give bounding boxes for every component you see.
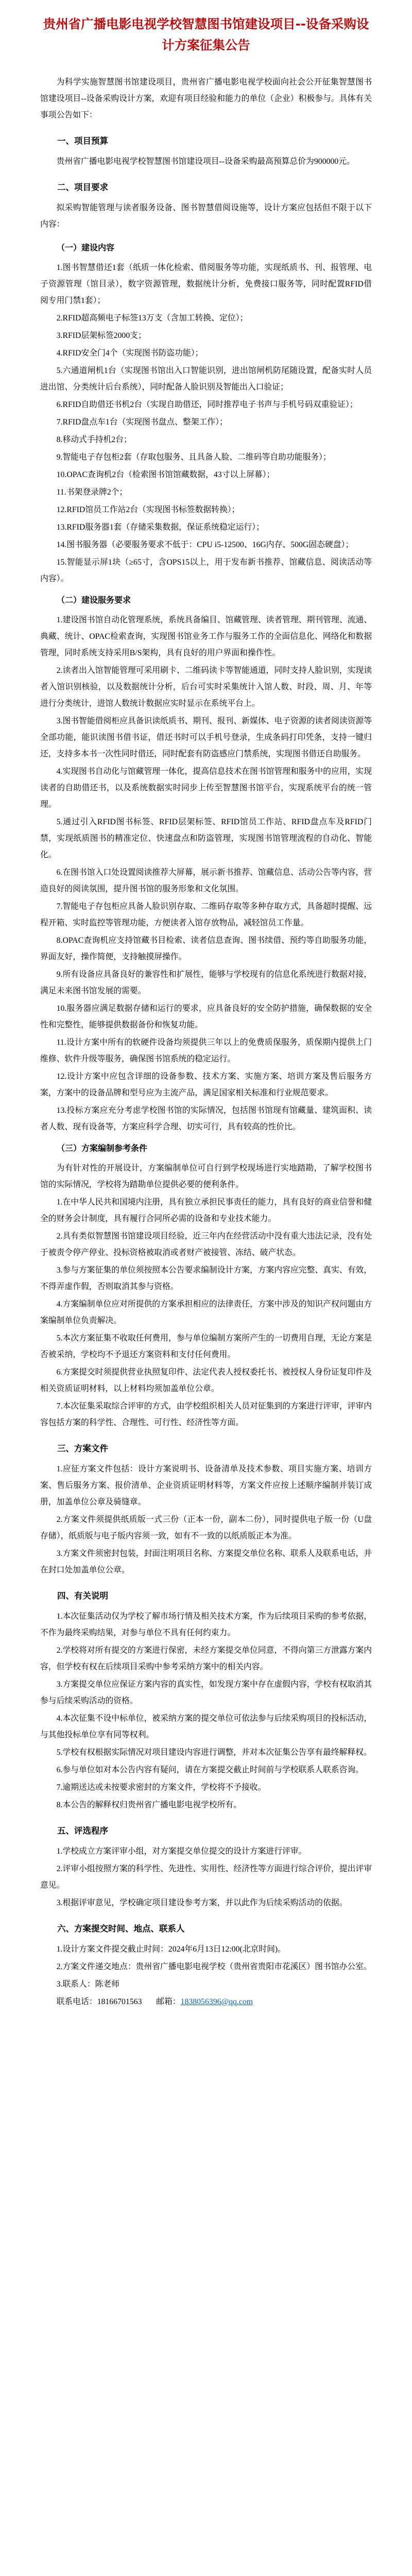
- equipment-item: 9.智能电子存包柜2套（存取包服务、且具备人脸、二维码等自助功能服务）；: [56, 453, 331, 462]
- service-requirement-item: 3.图书智能借阅柜应具备识读纸质书、期刊、报刊、新媒体、电子资源的读者阅读资源等全部功能，能识读图书借书证，借还书时可以手机号登录，生成条码打印凭条，支持一键归还，支持多本书一次性同时借还，同时配套有防盗感应门禁系统，实现图书借还自助服务。: [40, 717, 372, 758]
- equipment-item: 11.书架登录牌2个；: [56, 488, 128, 497]
- phone-number: 18166701563: [97, 1997, 142, 2006]
- submission-paragraph: 2.方案文件递交地点：贵州省广播电影电视学校（贵州省贵阳市花溪区）图书馆办公室。: [56, 1962, 372, 1971]
- service-requirement-item: 1.建设图书馆自动化管理系统，系统具备编目、馆藏管理、读者管理、期刊管理、流通、典藏、统计、OPAC检索查询，实现图书馆业务工作与服务工作的全面信息化、网络化和数据管理，同时系统支持采用B/S架构，具有良好的用户界面和操作性。: [40, 616, 372, 657]
- section-heading-notes: 四、有关说明: [57, 1591, 108, 1601]
- section-heading-submission: 六、方案提交时间、地点、联系人: [57, 1924, 185, 1934]
- equipment-item: 13.RFID服务器1套（存储采集数据，保证系统稳定运行）；: [56, 523, 264, 532]
- reference-condition-item: 2.具有类似智慧图书馆建设项目经验，近三年内在经营活动中没有重大违法记录，没有处于被责令停产停业、投标资格被取消或者财产被接管、冻结、破产状态。: [40, 1232, 372, 1257]
- notes-section: [40, 1608, 372, 1814]
- reference-condition-item: 7.本次征集采取综合评审的方式，由学校组织相关人员对征集到的方案进行评审，评审内容包括方案的科学性、合理性、可行性、经济性等方面。: [40, 1402, 372, 1427]
- reference-condition-item: 1.在中华人民共和国境内注册，具有独立承担民事责任的能力，具有良好的商业信誉和健全的财务会计制度，具有履行合同所必需的设备和专业技术能力。: [40, 1198, 372, 1223]
- documents-paragraph: 3.方案文件须密封包装，封面注明项目名称、方案提交单位名称、联系人及联系电话，并在封口处加盖单位公章。: [40, 1549, 372, 1574]
- subsection-heading-reference: （三）方案编制参考条件: [57, 1144, 148, 1153]
- submission-section: [40, 1941, 372, 1993]
- equipment-item: 3.RFID层架标签2000支；: [56, 331, 146, 340]
- equipment-item: 2.RFID超高频电子标签13万支（含加工转换、定位）；: [56, 314, 248, 323]
- subsection-heading-scope: （一）建设内容: [57, 244, 115, 252]
- equipment-item: 1.图书智慧借还1套（纸质一体化检索、借阅服务等功能，实现纸质书、刊、报管理、电子资源管理（馆目录），数字资源管理，数据统计分析，免费接口服务等，同时配置RFID借阅专用门禁1套）；: [40, 263, 372, 305]
- reference-conditions-list: [40, 1160, 372, 1431]
- notes-paragraph: 3.方案提交单位应保证方案内容的真实性，如发现方案中存在虚假内容，学校有权取消其参与后续采购活动的资格。: [40, 1680, 372, 1705]
- service-requirement-item: 4.实现图书自动化与馆藏管理一体化，提高信息技术在图书馆管理和服务中的应用，实现读者的自助借还书，以及系统数据实时同步上传至智慧图书馆平台，实现系统平台的统一管理。: [40, 767, 372, 809]
- notes-paragraph: 6.参与单位如对本公告内容有疑问，请在方案提交截止时间前与学校联系人联系咨询。: [56, 1766, 364, 1774]
- reference-condition-item: 3.参与方案征集的单位须按照本公告要求编制设计方案，方案内容应完整、真实、有效，不得弄虚作假，否则取消其参与资格。: [40, 1266, 372, 1291]
- equipment-item: 10.OPAC查询机2台（检索图书馆馆藏数据，43寸以上屏幕）；: [56, 470, 275, 479]
- reference-condition-item: 为有针对性的开展设计，方案编制单位可自行到学校现场进行实地踏勘，了解学校图书馆的实际情况，学校将为踏勘单位提供必要的便利条件。: [40, 1164, 372, 1189]
- service-requirement-item: 2.读者出入馆智能管理可采用刷卡、二维码读卡等智能通道，同时支持人脸识别，实现读者入馆识别核验，以及数据统计分析，后台可实时采集统计入馆人数、时段、周、月、年等进行分类统计，进馆人数统计数据应实时显示在系统平台上。: [40, 666, 372, 708]
- email-label: 邮箱：: [156, 1997, 181, 2006]
- page-title: 贵州省广播电影电视学校智慧图书馆建设项目--设备采购设计方案征集公告: [43, 16, 369, 53]
- equipment-item: 6.RFID自助借还书机2台（实现自助借还，同时推荐电子书声与手机号码双重验证）；: [56, 400, 358, 409]
- equipment-item: 12.RFID馆员工作站2台（实现图书标签数据转换）；: [56, 505, 240, 514]
- requirements-intro: 拟采购智能管理与读者服务设备、图书智慧借阅设施等，设计方案应包括但不限于以下内容：: [40, 204, 372, 229]
- reference-condition-item: 6.方案提交时须提供营业执照复印件、法定代表人授权委托书、被授权人身份证复印件及相关资质证明材料，以上材料均须加盖单位公章。: [40, 1368, 372, 1393]
- equipment-item: 5.六通道闸机1台（实现图书馆出入口智能识别，进出馆闸机防尾随设置，配备实时人员进出馆、分类统计后台系统），同时配备人脸识别及智能出入口验证；: [40, 366, 372, 392]
- notes-paragraph: 8.本公告的解释权归贵州省广播电影电视学校所有。: [56, 1801, 242, 1809]
- service-requirement-item: 12.设计方案中应包含详细的设备参数、技术方案、实施方案、培训方案及售后服务方案，方案中的设备品牌和型号应为主流产品，满足国家相关标准和行业规范要求。: [40, 1072, 372, 1097]
- reference-condition-item: 4.方案编制单位应对所提供的方案承担相应的法律责任，方案中涉及的知识产权问题由方案编制单位负责解决。: [40, 1300, 372, 1325]
- contact-line: [40, 1994, 372, 2010]
- notes-paragraph: 5.学校有权根据实际情况对项目建设内容进行调整，并对本次征集公告享有最终解释权。: [56, 1748, 372, 1757]
- documents-section: [40, 1461, 372, 1579]
- budget-paragraph: 贵州省广播电影电视学校智慧图书馆建设项目--设备采购最高预算总价为900000元。: [56, 157, 355, 166]
- documents-paragraph: 1.应征方案文件包括：设计方案说明书、设备清单及技术参数、项目实施方案、培训方案、售后服务方案、报价清单、企业资质证明材料等，方案文件应按上述顺序编制并装订成册，加盖单位公章及骑缝章。: [40, 1465, 372, 1506]
- section-heading-documents: 三、方案文件: [57, 1444, 108, 1453]
- reference-condition-item: 5.本次方案征集不收取任何费用，参与单位编制方案所产生的一切费用自理，无论方案是否被采纳，学校均不予退还方案资料和支付任何费用。: [40, 1334, 372, 1359]
- equipment-item: 14.图书服务器（必要服务要求不低于：CPU i5-12500、16G内存、500G固态硬盘）；: [56, 540, 354, 549]
- equipment-item: 4.RFID安全门4个（实现图书防盗功能）；: [56, 349, 203, 358]
- section-heading-budget: 一、项目预算: [57, 136, 108, 146]
- submission-paragraph: 1.设计方案文件提交截止时间：2024年6月13日12:00(北京时间)。: [56, 1945, 286, 1954]
- submission-paragraph: 3.联系人：陈老师: [56, 1980, 120, 1989]
- notes-paragraph: 1.本次征集活动仅为学校了解市场行情及相关技术方案，作为后续项目采购的参考依据，不作为最终采购结果，对参与单位不具有任何约束力。: [40, 1612, 372, 1637]
- service-requirement-item: 11.设计方案中所有的软硬件设备均须提供三年以上的免费质保服务，质保期内提供上门维修、软件升级等服务，确保图书馆系统的稳定运行。: [40, 1038, 372, 1063]
- section-heading-requirements: 二、项目要求: [57, 182, 108, 192]
- service-requirement-item: 10.服务器应满足数据存储和运行的要求，应具备良好的安全防护措施，确保数据的安全性和完整性，能够提供数据备份和恢复功能。: [40, 1004, 372, 1029]
- intro-paragraph: 为科学实施智慧图书馆建设项目，贵州省广播电影电视学校面向社会公开征集智慧图书馆建设项目--设备采购设计方案，欢迎有项目经验和能力的单位（企业）积极参与。具体有关事项公告如下：: [40, 78, 372, 120]
- service-requirement-item: 7.智能电子存包柜应具备人脸识别存取、二维码存取等多种存取方式，具备超时提醒、远程开箱、实时监控等管理功能，方便读者入馆存放物品，减轻馆员工作量。: [40, 902, 372, 927]
- section-heading-evaluation: 五、评选程序: [57, 1826, 108, 1836]
- notes-paragraph: 2.学校将对所有提交的方案进行保密，未经方案提交单位同意，不得向第三方泄露方案内容，但学校有权在后续项目采购中参考采纳方案中的相关内容。: [40, 1646, 372, 1671]
- service-requirement-item: 13.投标方案应充分考虑学校图书馆的实际情况，包括图书馆现有馆藏量、建筑面积、读者人数、现有设备等，方案应科学合理、切实可行，具有较高的性价比。: [40, 1106, 372, 1131]
- evaluation-paragraph: 1.学校成立方案评审小组，对方案提交单位提交的设计方案进行评审。: [56, 1847, 307, 1856]
- service-requirement-item: 9.所有设备应具备良好的兼容性和扩展性，能够与学校现有的信息化系统进行数据对接，满足未来图书馆发展的需要。: [40, 970, 372, 995]
- evaluation-section: [40, 1843, 372, 1911]
- equipment-item: 8.移动式手持机2台；: [56, 435, 132, 444]
- equipment-item: 15.智能显示屏1块（≥65寸，含OPS15以上，用于发布新书推荐、馆藏信息、阅读活动等内容）。: [40, 558, 372, 583]
- budget-section: [40, 154, 372, 170]
- equipment-list: [40, 260, 372, 587]
- intro-section: [40, 74, 372, 124]
- service-requirements-list: [40, 612, 372, 1136]
- phone-label: 联系电话：: [56, 1997, 97, 2006]
- email-link[interactable]: 1838056396@qq.com: [180, 1997, 253, 2006]
- notes-paragraph: 7.逾期送达或未按要求密封的方案文件，学校将不予接收。: [56, 1783, 266, 1792]
- service-requirement-item: 6.在图书馆入口处设置阅读推荐大屏幕，展示新书推荐、馆藏信息、活动公告等内容，营造良好的阅读氛围，提升图书馆的服务形象和文化氛围。: [40, 868, 372, 893]
- documents-paragraph: 2.方案文件须提供纸质版一式三份（正本一份，副本二份），同时提供电子版一份（U盘存储），纸质版与电子版内容须一致，如有不一致的以纸质版正本为准。: [40, 1515, 372, 1540]
- service-requirement-item: 8.OPAC查询机应支持馆藏书目检索、读者信息查询、图书续借、预约等自助服务功能，界面友好，操作简便，支持触摸屏操作。: [40, 936, 372, 961]
- equipment-item: 7.RFID盘点车1台（实现图书盘点、整架工作）；: [56, 418, 228, 427]
- notes-paragraph: 4.本次征集不设中标单位，被采纳方案的提交单位可依法参与后续采购项目的投标活动，与其他投标单位享有同等权利。: [40, 1714, 372, 1739]
- evaluation-paragraph: 3.根据评审意见，学校确定项目建设参考方案，并以此作为后续采购活动的依据。: [56, 1899, 348, 1907]
- evaluation-paragraph: 2.评审小组按照方案的科学性、先进性、实用性、经济性等方面进行综合评价，提出评审意见。: [40, 1865, 372, 1890]
- subsection-heading-service: （二）建设服务要求: [57, 596, 131, 605]
- service-requirement-item: 5.通过引入RFID图书标签、RFID层架标签、RFID馆员工作站、RFID盘点车及RFID门禁，实现纸质图书的精准定位、快速盘点和防盗管理，实现图书馆管理流程的自动化、智能化。: [40, 818, 372, 859]
